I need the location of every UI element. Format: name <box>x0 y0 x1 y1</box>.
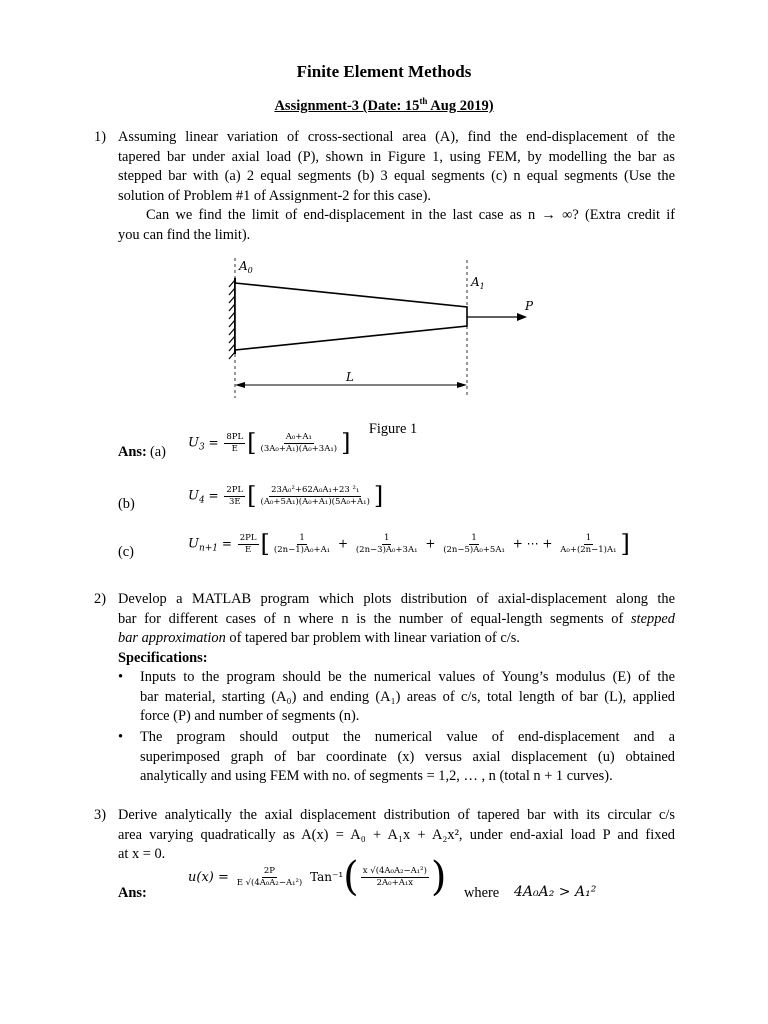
question-3-number: 3) <box>94 807 106 823</box>
question-2-number: 2) <box>94 591 106 607</box>
condition-text: 4A₀A₂ > A₁² <box>514 884 597 900</box>
question-2-text: Develop a MATLAB program which plots distribution of axial-displacement along the bar for different cases of n where n is the number of equal-length segments of stepped bar approximation of tapered bar problem with linear variation of c/s. Specifications: <box>118 590 675 668</box>
load-arrowhead <box>517 313 527 321</box>
tapered-bar <box>235 283 467 350</box>
question-1-number: 1) <box>94 129 106 145</box>
equation-c: $U_{n+1}$ = $\frac{2PL}{E}$ [ $\frac{1}{\text{(2n−1)A₀+A₁}}$ + $\frac{1}{\text{(2n−3)A₀+3A₁}}$ + $\frac{1}{\text{(2n−5)A₀+5A₁}}$ + ⋯ + $\frac{1}{\text{A₀+(2n−1)A₁}}$ ] <box>188 530 630 558</box>
label-A1: $A_1$ <box>471 275 485 291</box>
bullet-1-text: Inputs to the program should be the numerical values of Young’s modulus (E) of the bar material, starting (A₀) and ending (A₁) areas of c/s, total length of bar (L), applied force (P) and number of segments (n). <box>140 669 675 724</box>
equation-q3: u(x) = $\frac{2P}{\text{E √(4A₀A₂−A₁²)}}$ Tan⁻¹( $\frac{\text{x √(4A₀A₂−A₁²)}}{\text{2A₀+A₁x}}$ ) <box>188 853 447 900</box>
question-3-text: Derive analytically the axial displacement distribution of tapered bar with its circular c/s area varying quadratically as A(x) = A₀ + A₁x + A₂x², under end-axial load P and fixed at x = 0. <box>118 807 675 862</box>
q1-b-label: (b) <box>118 496 135 512</box>
page-title: Finite Element Methods <box>296 62 472 81</box>
label-L: L <box>346 370 354 384</box>
q1-ans-label: Ans: <box>118 444 147 460</box>
label-P: P <box>525 299 534 313</box>
bullet-2-text: The program should output the numerical value of end-displacement and a superimposed graph of bar coordinate (x) versus axial displacement (u) obtained analytically and using FEM with no. of segments = 1,2, … , n (total n + 1 curves). <box>140 729 675 784</box>
equation-a: $U_3$ = $\frac{8PL}{E}$ [ $\frac{\text{A₀+A₁}}{\text{(3A₀+A₁)(A₀+3A₁)}}$ ] <box>188 429 351 457</box>
figure-caption: Figure 1 <box>368 421 418 437</box>
bullet-2-marker: • <box>118 729 124 745</box>
assignment-subtitle: Assignment-3 (Date: 15th Aug 2019) <box>274 96 494 114</box>
question-1-text: Assuming linear variation of cross-sectional area (A), find the end-displacement of the tapered bar under axial load (P), shown in Figure 1, using FEM, by modelling the bar as stepped bar with (a) 2 equal segments (b) 3 equal segments (c) n equal segments (Use the solution of Problem #1 of Assignment-2 for this case). Can we find the limit of end-displacement in the last case as n → ∞? (Extra credit if you can find the limit). <box>118 129 675 243</box>
label-A0: $A_0$ <box>239 259 253 275</box>
q3-ans-label: Ans: <box>118 885 147 901</box>
tapered-bar-figure <box>215 250 545 410</box>
bullet-1-marker: • <box>118 669 124 685</box>
q1-a-label: (a) <box>150 444 166 460</box>
specifications-heading: Specifications: <box>118 649 208 666</box>
q1-c-label: (c) <box>118 544 134 560</box>
where-label: where <box>464 885 500 901</box>
equation-b: $U_4$ = $\frac{2PL}{3E}$ [ $\frac{\text{23A₀²+62A₀A₁+23 ²₁}}{\text{(A₀+5A₁)(A₀+A₁)(5A₀+A₁)}}$ ] <box>188 482 384 510</box>
